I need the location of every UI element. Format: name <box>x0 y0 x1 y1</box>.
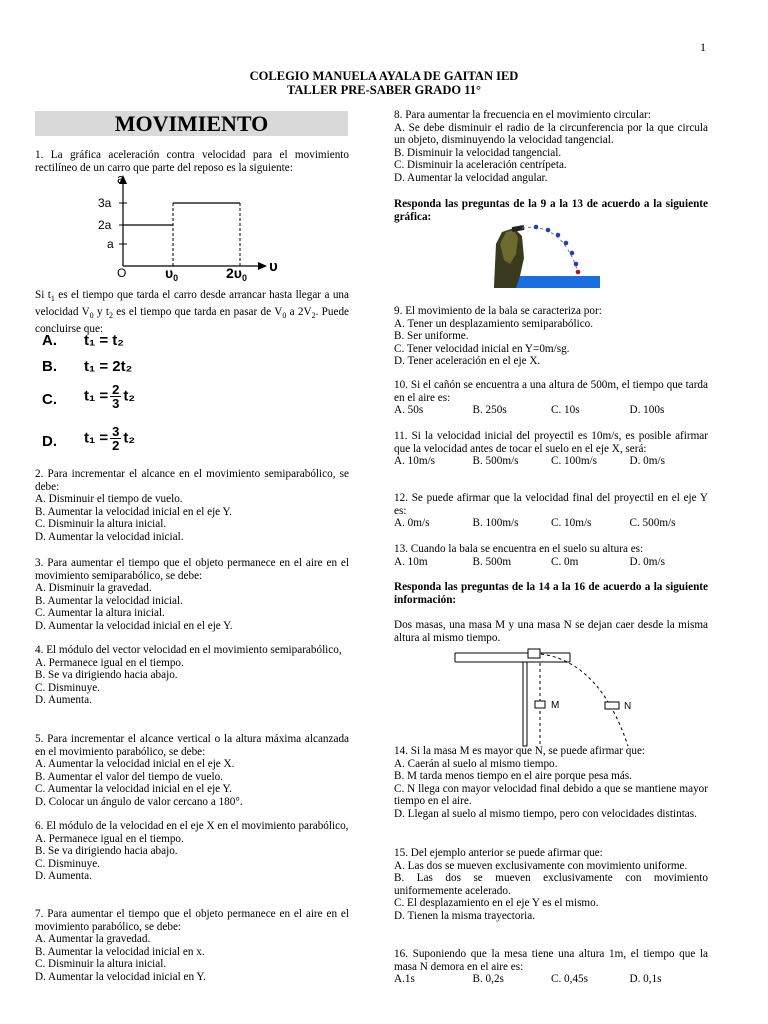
school-name: COLEGIO MANUELA AYALA DE GAITAN IED <box>249 69 519 83</box>
cannon-projectile-illustration <box>492 224 602 290</box>
question-12-option-b: B. 100m/s <box>472 517 519 530</box>
question-11-option-a: A. 10m/s <box>394 455 436 468</box>
question-8 <box>394 109 708 185</box>
table-leg <box>523 662 527 746</box>
question-14-option-b: B. M tarda menos tiempo en el aire porque pesa más. <box>394 770 632 783</box>
question-13-text: 13. Cuando la bala se encuentra en el suelo su altura es: <box>394 543 644 555</box>
question-15-option-b: B. Las dos se mueven exclusivamente con movimiento uniformemente acelerado. <box>394 872 708 897</box>
question-6-option-b: B. Se va dirigiendo hacia abajo. <box>35 845 178 858</box>
falling-masses-diagram <box>450 648 660 748</box>
question-9-option-d: D. Tener aceleración en el eje X. <box>394 355 541 368</box>
answer-1c-equation: t₁ = $\frac{2}{3}$ t₂ <box>84 382 136 411</box>
block-on-table <box>528 649 540 658</box>
answer-1b-equation: t₁ = 2t₂ <box>84 358 133 375</box>
question-10-option-b: B. 250s <box>472 404 507 417</box>
question-5 <box>35 733 349 809</box>
question-7-option-b: B. Aumentar la velocidad inicial en x. <box>35 945 205 958</box>
question-6-option-c: C. Disminuye. <box>35 857 100 870</box>
question-11-option-b: B. 500m/s <box>472 455 519 468</box>
question-16-text: 16. Suponiendo que la mesa tiene una altura 1m, el tiempo que la masa N demora en el aire es: <box>394 948 708 973</box>
x-axis-label: υ <box>269 258 278 275</box>
question-13 <box>394 543 708 568</box>
mass-m-label: M <box>551 700 560 711</box>
x-axis-arrow <box>258 262 267 270</box>
answer-1b-label: B. <box>42 358 57 375</box>
question-6 <box>35 820 349 883</box>
page-title: MOVIMIENTO <box>114 111 269 136</box>
question-15-option-a: A. Las dos se mueven exclusivamente con movimiento uniforme. <box>394 859 688 872</box>
question-16-option-a: A.1s <box>394 973 415 986</box>
tick-label-3a: 3a <box>98 196 112 210</box>
question-4-option-d: D. Aumenta. <box>35 694 92 707</box>
question-7-option-c: C. Disminuir la altura inicial. <box>35 958 167 971</box>
question-3-option-b: B. Aumentar la velocidad inicial. <box>35 594 183 607</box>
info-text: Dos masas, una masa M y una masa N se dejan caer desde la misma altura al mismo tiempo. <box>394 619 708 644</box>
title-banner <box>35 111 348 136</box>
question-1-text: 1. La gráfica aceleración contra velocidad para el movimiento rectilíneo de un carro que parte del reposo es la siguiente: <box>35 149 349 174</box>
question-16-option-d: D. 0,1s <box>629 973 662 986</box>
question-15-text: 15. Del ejemplo anterior se puede afirmar que: <box>394 847 603 859</box>
tick-label-a: a <box>107 237 114 251</box>
question-9-option-a: A. Tener un desplazamiento semiparabólico. <box>394 317 594 330</box>
question-9-option-b: B. Ser uniforme. <box>394 330 469 343</box>
workshop-title: TALLER PRE-SABER GRADO 11° <box>286 83 482 97</box>
question-2 <box>35 468 349 544</box>
question-11-option-c: C. 100m/s <box>551 455 598 468</box>
question-11-text: 11. Si la velocidad inicial del proyectil es 10m/s, es posible afirmar que la velocidad antes de tocar el suelo en el eje X, será: <box>394 430 708 455</box>
page-number: 1 <box>700 40 706 54</box>
question-7-option-d: D. Aumentar la velocidad inicial en Y. <box>35 970 206 983</box>
question-12-option-a: A. 0m/s <box>394 517 430 530</box>
projectile-dot <box>556 233 561 238</box>
question-8-option-a: A. Se debe disminuir el radio de la circunferencia por la que circula un objeto, disminuyendo la velocidad tangencial. <box>394 121 708 147</box>
answer-1d-label: D. <box>42 433 57 450</box>
question-3-text: 3. Para aumentar el tiempo que el objeto permanece en el aire en el movimiento semiparabólico, se debe: <box>35 557 349 582</box>
question-3-option-c: C. Aumentar la altura inicial. <box>35 607 165 620</box>
question-2-option-c: C. Disminuir la altura inicial. <box>35 518 167 531</box>
question-3-option-a: A. Disminuir la gravedad. <box>35 582 152 595</box>
question-7 <box>35 908 349 984</box>
question-13-option-b: B. 500m <box>472 555 512 568</box>
mass-m-block <box>535 701 545 708</box>
question-13-option-d: D. 0m/s <box>629 555 665 568</box>
question-3-option-d: D. Aumentar la velocidad inicial en el eje Y. <box>35 619 233 632</box>
question-9-text: 9. El movimiento de la bala se caracteriza por: <box>394 305 602 317</box>
question-4 <box>35 644 349 707</box>
question-8-text: 8. Para aumentar la frecuencia en el movimiento circular: <box>394 109 651 121</box>
question-16-option-b: B. 0,2s <box>472 973 504 986</box>
question-2-option-b: B. Aumentar la velocidad inicial en el eje Y. <box>35 505 232 518</box>
projectile-dot <box>570 251 575 256</box>
impact-dot <box>576 270 581 275</box>
cannon-icon <box>512 225 525 232</box>
question-2-option-d: D. Aumentar la velocidad inicial. <box>35 530 184 543</box>
mass-n-label: N <box>624 701 632 712</box>
y-axis-label: a <box>117 171 125 186</box>
question-16-option-c: C. 0,45s <box>551 973 588 986</box>
answer-1c-label: C. <box>42 391 57 408</box>
question-6-option-a: A. Permanece igual en el tiempo. <box>35 832 184 845</box>
trajectory-path <box>522 227 578 272</box>
question-12-option-c: C. 10m/s <box>551 517 592 530</box>
question-10-option-c: C. 10s <box>551 404 580 417</box>
question-14-option-a: A. Caerán al suelo al mismo tiempo. <box>394 757 558 770</box>
question-15 <box>394 847 708 923</box>
question-4-option-a: A. Permanece igual en el tiempo. <box>35 656 184 669</box>
question-4-option-b: B. Se va dirigiendo hacia abajo. <box>35 669 178 682</box>
question-11-option-d: D. 0m/s <box>629 455 665 468</box>
mass-n-block <box>605 702 619 709</box>
question-4-text: 4. El módulo del vector velocidad en el movimiento semiparabólico, <box>35 644 342 656</box>
question-15-option-d: D. Tienen la misma trayectoria. <box>394 909 536 922</box>
projectile-dot <box>534 225 539 230</box>
question-13-option-a: A. 10m <box>394 555 428 568</box>
question-8-option-c: C. Disminuir la aceleración centrípeta. <box>394 159 567 172</box>
question-6-text: 6. El módulo de la velocidad en el eje X en el movimiento parabólico, <box>35 820 349 832</box>
question-8-option-d: D. Aumentar la velocidad angular. <box>394 171 548 184</box>
instruction-14-16: Responda las preguntas de la 14 a la 16 de acuerdo a la siguiente información: <box>394 581 708 606</box>
question-3 <box>35 557 349 633</box>
question-9-option-c: C. Tener velocidad inicial en Y=0m/sg. <box>394 342 570 355</box>
question-12-option-d: C. 500m/s <box>629 517 676 530</box>
question-13-option-c: C. 0m <box>551 555 579 568</box>
question-10 <box>394 379 708 417</box>
question-5-option-c: C. Aumentar la velocidad inicial en el eje Y. <box>35 783 232 796</box>
question-6-option-d: D. Aumenta. <box>35 870 92 883</box>
question-14 <box>394 745 708 821</box>
answer-1d-equation: t₁ = $\frac{3}{2}$ t₂ <box>84 424 136 453</box>
question-1-conditions: Si $t_1$ es el tiempo que tarda el carro desde arrancar hasta llegar a una velocidad $V_0$ y $t_2$ es el tiempo que tarda en pasar de $V_0$ a $2V_2$. Puede concluirse que: <box>35 289 350 335</box>
tick-label-2a: 2a <box>98 218 112 232</box>
origin-label: O <box>117 266 127 280</box>
question-7-text: 7. Para aumentar el tiempo que el objeto permanece en el aire en el movimiento parabólico, se debe: <box>35 908 349 933</box>
question-5-option-a: A. Aumentar la velocidad inicial en el eje X. <box>35 758 235 771</box>
tick-label-v0: $\upsilon_0$ <box>165 265 179 282</box>
question-10-option-a: A. 50s <box>394 404 424 417</box>
acceleration-velocity-graph <box>95 170 295 282</box>
water-icon <box>516 276 600 288</box>
question-5-option-b: B. Aumentar el valor del tiempo de vuelo. <box>35 770 223 783</box>
question-14-option-d: D. Llegan al suelo al mismo tiempo, pero con velocidades distintas. <box>394 807 697 820</box>
question-11 <box>394 430 708 468</box>
answer-1a-label: A. <box>42 332 57 349</box>
question-2-text: 2. Para incrementar el alcance en el movimiento semiparabólico, se debe: <box>35 468 349 493</box>
question-12-text: 12. Se puede afirmar que la velocidad final del proyectil en el eje Y es: <box>394 492 708 517</box>
question-14-text: 14. Si la masa M es mayor que N, se puede afirmar que: <box>394 745 646 757</box>
question-14-option-c: C. N llega con mayor velocidad final debido a que se mantiene mayor tiempo en el aire. <box>394 782 708 808</box>
question-10-text: 10. Si el cañón se encuentra a una altura de 500m, el tiempo que tarda en el aire es: <box>394 379 708 404</box>
question-16 <box>394 948 708 986</box>
instruction-9-13: Responda las preguntas de la 9 a la 13 de acuerdo a la siguiente gráfica: <box>394 198 708 223</box>
tick-label-2v0: $2\upsilon_0$ <box>226 265 247 282</box>
answer-1a-equation: t₁ = t₂ <box>84 332 124 349</box>
question-4-option-c: C. Disminuye. <box>35 681 100 694</box>
projectile-dot <box>574 262 579 267</box>
question-5-option-d: D. Colocar un ángulo de valor cercano a 180°. <box>35 795 243 808</box>
question-15-option-c: C. El desplazamiento en el eje Y es el mismo. <box>394 897 599 910</box>
question-7-option-a: A. Aumentar la gravedad. <box>35 933 151 946</box>
question-9 <box>394 305 708 368</box>
projectile-dot <box>564 241 569 246</box>
question-8-option-b: B. Disminuir la velocidad tangencial. <box>394 146 562 159</box>
projectile-dot <box>546 228 551 233</box>
question-10-option-d: D. 100s <box>629 404 665 417</box>
question-5-text: 5. Para incrementar el alcance vertical o la altura máxima alcanzada en el movimiento parabólico, se debe: <box>35 733 349 758</box>
question-2-option-a: A. Disminuir el tiempo de vuelo. <box>35 493 183 506</box>
question-12 <box>394 492 708 530</box>
